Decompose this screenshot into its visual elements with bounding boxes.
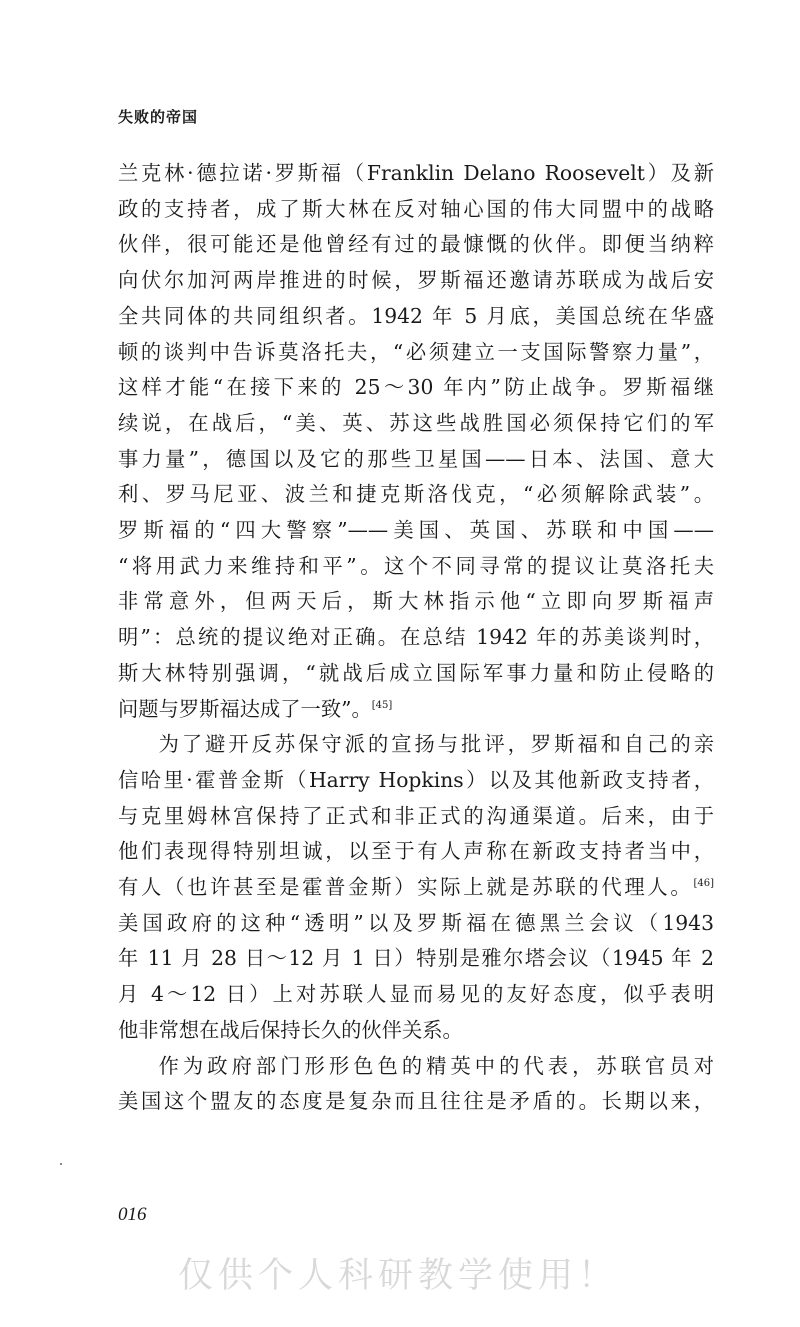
text-line: 向伏尔加河两岸推进的时候，罗斯福还邀请苏联成为战后安 [118, 268, 714, 293]
text-line: 斯大林特别强调，“就战后成立国际军事力量和防止侵略的 [118, 660, 714, 685]
text-line: 全共同体的共同组织者。1942 年 5 月底，美国总统在华盛 [118, 303, 714, 328]
watermark: 仅供个人科研教学使用！ [178, 1256, 619, 1296]
margin-speck [60, 1163, 62, 1165]
running-head: 失败的帝国 [118, 108, 199, 126]
paragraph-start-line: 为了避开反苏保守派的宣扬与批评，罗斯福和自己的亲 [158, 732, 714, 757]
text-line: 罗斯福的“四大警察”——美国、英国、苏联和中国—— [118, 518, 714, 543]
text-line: 这样才能“在接下来的 25～30 年内”防止战争。罗斯福继 [118, 375, 714, 400]
text-line: 他们表现得特别坦诚，以至于有人声称在新政支持者当中， [118, 839, 714, 864]
text-line: 信哈里·霍普金斯（Harry Hopkins）以及其他新政支持者， [118, 767, 714, 792]
text-line: 非常意外，但两天后，斯大林指示他“立即向罗斯福声 [118, 589, 714, 614]
paragraph-start-line: 作为政府部门形形色色的精英中的代表，苏联官员对 [158, 1053, 714, 1078]
footnote-ref-45[interactable]: [45] [371, 699, 393, 711]
text-line: 与克里姆林宫保持了正式和非正式的沟通渠道。后来，由于 [118, 803, 714, 828]
page-number: 016 [118, 1204, 147, 1225]
text-line: 政的支持者，成了斯大林在反对轴心国的伟大同盟中的战略 [118, 196, 714, 221]
line-text: 有人（也许甚至是霍普金斯）实际上就是苏联的代理人。 [118, 875, 694, 900]
text-line [118, 870, 714, 906]
text-line: 顿的谈判中告诉莫洛托夫，“必须建立一支国际警察力量”， [118, 339, 714, 364]
line-text: 问题与罗斯福达成了一致”。 [118, 696, 372, 721]
text-line: 续说，在战后，“美、英、苏这些战胜国必须保持它们的军 [118, 410, 714, 435]
text-line: 伙伴，很可能还是他曾经有过的最慷慨的伙伴。即便当纳粹 [118, 232, 714, 257]
text-line: 年 11 月 28 日～12 月 1 日）特别是雅尔塔会议（1945 年 2 [118, 946, 714, 971]
footnote-ref-46[interactable]: [46] [693, 878, 714, 890]
text-line: 明”：总统的提议绝对正确。在总结 1942 年的苏美谈判时， [118, 625, 714, 650]
text-line: 利、罗马尼亚、波兰和捷克斯洛伐克，“必须解除武装”。 [118, 482, 714, 507]
text-line: 兰克林·德拉诺·罗斯福（Franklin Delano Roosevelt）及新 [118, 161, 714, 185]
text-line: 美国这个盟友的态度是复杂而且往往是矛盾的。长期以来， [118, 1089, 714, 1114]
text-line: 月 4～12 日）上对苏联人显而易见的友好态度，似乎表明 [118, 982, 714, 1007]
text-line: 事力量”，德国以及它的那些卫星国——日本、法国、意大 [118, 446, 714, 471]
text-line: 美国政府的这种“透明”以及罗斯福在德黑兰会议（1943 [118, 910, 714, 935]
text-line [118, 692, 714, 728]
text-line: 他非常想在战后保持长久的伙伴关系。 [118, 1017, 463, 1042]
body-text [118, 156, 714, 1120]
text-line: “将用武力来维持和平”。这个不同寻常的提议让莫洛托夫 [118, 553, 714, 578]
